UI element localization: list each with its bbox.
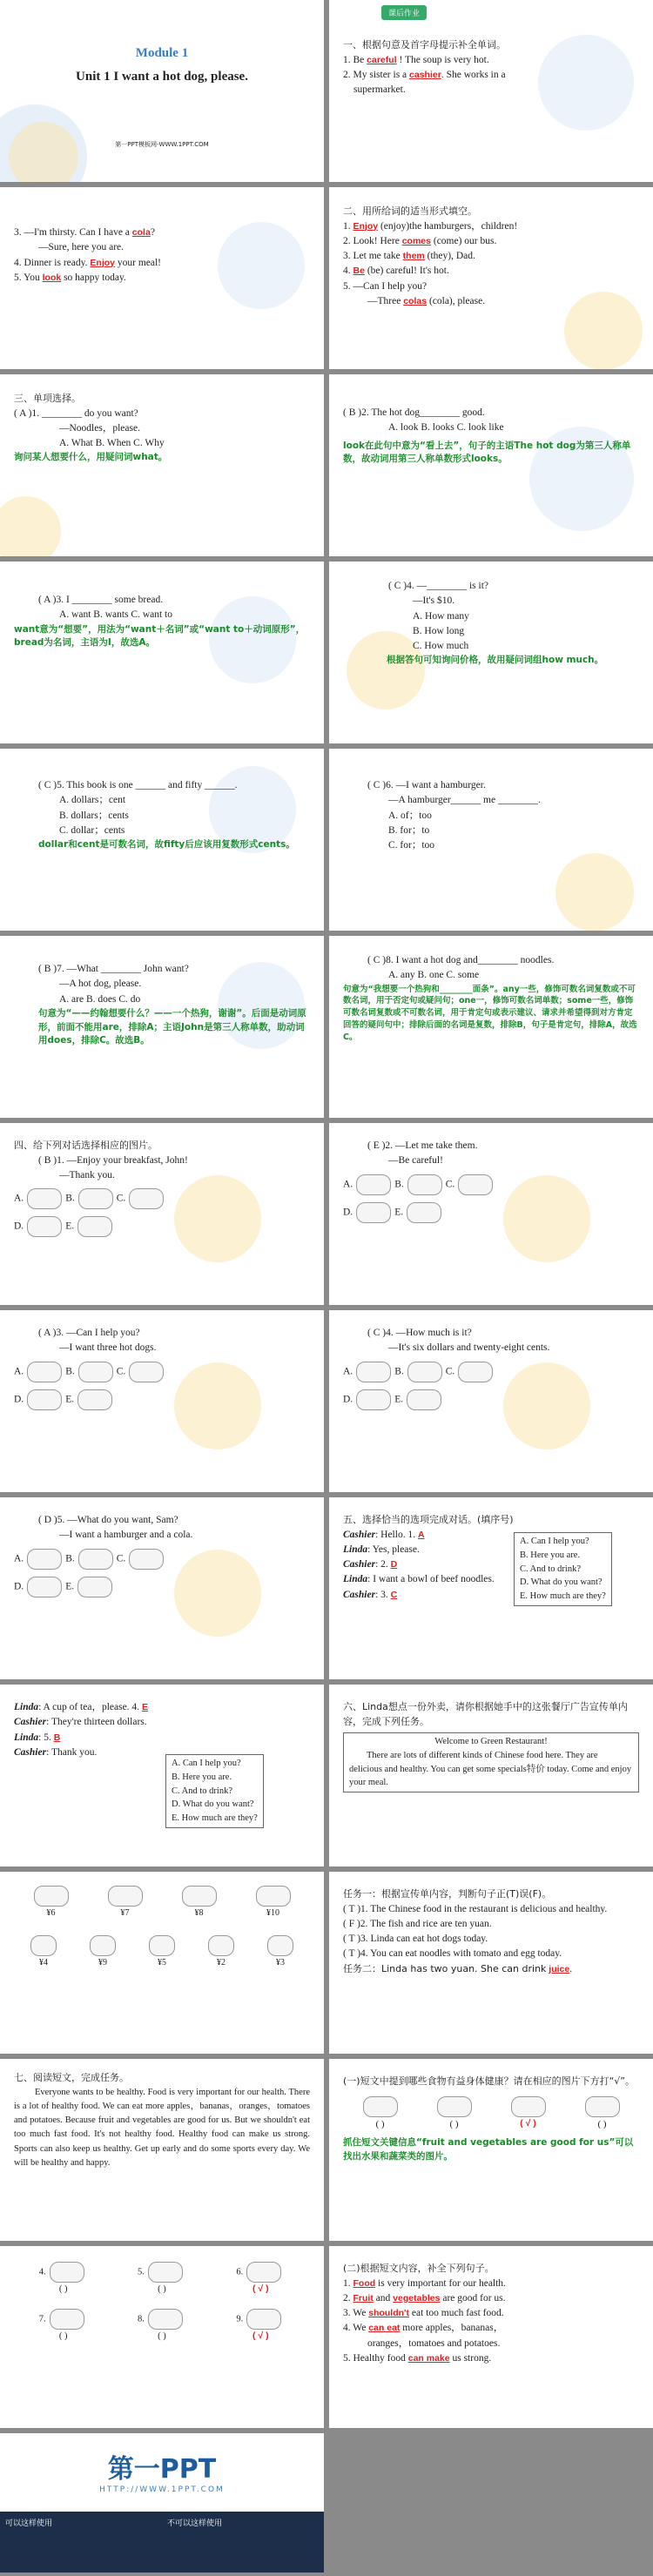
answer: can make (407, 2352, 450, 2364)
slide-1 (0, 0, 324, 182)
text: : 2. (375, 1559, 388, 1570)
food-picture (182, 1886, 217, 1907)
text: : They're thirteen dollars. (46, 1717, 147, 1728)
option: C. How much (413, 641, 469, 651)
item-number: 6. (236, 2267, 244, 2277)
section-heading: 任务一：根据宣传单内容，判断句子正(T)误(F)。 (343, 1888, 552, 1900)
text: (come) our bus. (433, 235, 497, 246)
speaker: Linda (14, 1702, 39, 1712)
food-picture (356, 1174, 391, 1195)
text: 1. (343, 2277, 351, 2289)
section-heading: (二)根据短文内容，补全下列句子。 (343, 2263, 495, 2274)
speaker: Cashier (343, 1559, 376, 1570)
site-label: 第一PPT模板网-WWW.1PPT.COM (115, 141, 209, 148)
food-picture (78, 1362, 113, 1382)
speaker: Linda (343, 1544, 368, 1555)
food-picture (50, 2262, 84, 2283)
answer: can eat (368, 2323, 401, 2334)
option: B. Here you are. (172, 1772, 232, 1782)
check-mark: ( ) (58, 2284, 68, 2294)
slide-21 (0, 1872, 324, 2054)
price: ¥5 (158, 1958, 166, 1967)
food-picture (129, 1188, 164, 1209)
price: ¥4 (39, 1958, 48, 1967)
food-picture (27, 1549, 62, 1570)
text: 3. —I'm thirsty. Can I have a (14, 227, 130, 238)
food-picture (246, 2309, 281, 2330)
text: and (375, 2292, 391, 2304)
answer: them (402, 251, 425, 261)
price: ¥8 (194, 1908, 204, 1918)
food-picture (356, 1362, 391, 1382)
usage-allowed: 可以这样使用 (5, 2519, 53, 2528)
option: C. dollar；cents (59, 824, 125, 836)
passage: Everyone wants to be healthy. Food is very important for our health. There is a lot of healthy food. We can eat more apples，bananas，oranges，tomatoes and potatoes. Because fruit and vegetables are good for us. But we shouldn't eat too much fast food. It's not healthy food. Healthy food can make us strong. Sports can also keep us healthy. Get up early and do some sports every day. We will be healthy and happy. (14, 2087, 310, 2168)
price: ¥6 (46, 1908, 56, 1918)
homework-tag: 课后作业 (381, 5, 427, 20)
text: —It's six dollars and twenty-eight cents. (388, 1342, 550, 1354)
text: —A hot dog, please. (59, 979, 142, 990)
section-heading: 七、阅读短文，完成任务。 (14, 2072, 129, 2083)
food-picture (356, 1202, 391, 1223)
text: —It's $10. (413, 595, 455, 607)
text: 5. Healthy food (343, 2352, 406, 2364)
options: A. What B. When C. Why (59, 438, 165, 448)
slide-3 (0, 187, 324, 369)
answer: B (53, 1732, 61, 1743)
check-mark: ( ) (158, 2284, 166, 2294)
food-picture (77, 1216, 112, 1237)
question: ( C )5. This book is one ______ and fifty ______. (38, 780, 238, 790)
slide-16: ( C )4. —How much is it? —It's six dollars and twenty-eight cents. A. B. C. D. E. (329, 1310, 653, 1492)
question: ( C )6. —I want a hamburger. (367, 780, 486, 790)
text: —I want three hot dogs. (59, 1342, 157, 1354)
answer: A (417, 1529, 425, 1540)
options: A. want B. wants C. want to (59, 609, 173, 621)
text: oranges，tomatoes and potatoes. (367, 2337, 501, 2349)
text: (enjoy)the hamburgers，children! (380, 220, 518, 232)
food-picture (585, 2096, 620, 2117)
option: D. What do you want? (172, 1799, 254, 1810)
item-number: 7. (38, 2314, 46, 2324)
answer: Be (353, 266, 365, 277)
food-picture (148, 2262, 183, 2283)
text: (they), Dad. (427, 251, 475, 261)
text: 3. Let me take (343, 251, 401, 261)
footer-logo: 第一PPT (107, 2454, 217, 2485)
speaker: Cashier (343, 1589, 376, 1600)
usage-forbidden: 不可以这样使用 (167, 2519, 223, 2528)
text: ? (150, 227, 155, 238)
explanation: look在此句中意为“看上去”，句子的主语The hot dog为第三人称单数，故动词用第三人称单数形式looks。 (343, 440, 631, 465)
food-picture (78, 1188, 113, 1209)
question: ( E )2. —Let me take them. (367, 1140, 478, 1151)
text: —Sure, here you are. (38, 242, 125, 253)
check-mark: ( ) (597, 2118, 607, 2129)
food-picture (407, 1362, 442, 1382)
slide-2 (329, 0, 653, 182)
text: 3. We (343, 2308, 367, 2318)
module-title: Module 1 (135, 46, 189, 60)
section-heading: 六、Linda想点一份外卖，请你根据她手中的这张餐厅广告宣传单内容，完成下列任务。 (343, 1701, 628, 1727)
text: 2. (343, 2292, 351, 2304)
text: . She works in a (441, 69, 506, 80)
text: so happy today. (64, 272, 126, 283)
text: eat too much fast food. (411, 2308, 504, 2318)
question: ( D )5. —What do you want, Sam? (38, 1515, 178, 1525)
option: A. dollars；cent (59, 795, 126, 806)
slide-18 (329, 1497, 653, 1679)
food-picture (77, 1389, 112, 1410)
option: A. Can I help you? (520, 1537, 589, 1546)
option: C. for；too (388, 840, 435, 851)
food-picture (511, 2096, 546, 2117)
answer: comes (401, 235, 431, 246)
question: ( A )3. I ________ some bread. (38, 595, 164, 605)
text: 5. —Can I help you? (343, 280, 427, 292)
question: ( C )4. —How much is it? (367, 1328, 472, 1338)
slide-25 (0, 2246, 324, 2428)
slide-26 (329, 2246, 653, 2428)
question: ( B )7. —What ________ John want? (38, 964, 189, 974)
food-picture (148, 2309, 183, 2330)
slide-4 (329, 187, 653, 369)
slide-8 (329, 562, 653, 743)
question: ( C )4. —________ is it? (388, 581, 488, 591)
text: : A cup of tea，please. 4. (38, 1702, 140, 1712)
answer: Fruit (353, 2292, 374, 2304)
text: . (569, 1963, 573, 1974)
option: B. for；to (388, 824, 430, 836)
answer: juice (549, 1963, 570, 1974)
text: more apples，bananas， (402, 2323, 504, 2334)
food-picture (108, 1886, 143, 1907)
text: your meal! (117, 257, 162, 268)
text: : Yes, please. (367, 1544, 420, 1555)
answer: cola (131, 227, 151, 238)
text: : 3. (375, 1589, 388, 1600)
option: C. And to drink? (172, 1786, 232, 1796)
check-mark: ( √ ) (520, 2117, 536, 2129)
statement: ( F )2. The fish and rice are ten yuan. (343, 1918, 492, 1929)
section-heading: 一、根据句意及首字母提示补全单词。 (343, 39, 506, 50)
slide-12 (329, 936, 653, 1118)
text: —I want a hamburger and a cola. (59, 1530, 193, 1541)
price: ¥3 (276, 1958, 285, 1967)
food-picture (407, 1174, 442, 1195)
food-picture (256, 1886, 291, 1907)
answer: careful (367, 54, 397, 65)
answer: shouldn't (368, 2308, 410, 2318)
food-picture (27, 1362, 62, 1382)
explanation: want意为“想要”，用法为“want＋名词”或“want to＋动词原形”，bread为名词，主语为I，故选A。 (14, 623, 306, 649)
text: —A hamburger______ me ________. (388, 795, 541, 806)
section-heading: (一)短文中提到哪些食物有益身体健康？请在相应的图片下方打“√”。 (343, 2075, 635, 2087)
section-heading: 五、选择恰当的选项完成对话。(填序号) (343, 1514, 514, 1525)
check-mark: ( √ ) (252, 2330, 269, 2341)
option: E. How much are they? (520, 1591, 606, 1601)
text: 2. My sister is a (343, 69, 407, 80)
speaker: Cashier (14, 1746, 47, 1758)
food-picture (90, 1935, 116, 1956)
text: : 5. (38, 1732, 51, 1743)
option: B. How long (413, 625, 465, 636)
slide-10 (329, 749, 653, 931)
text: are good for us. (442, 2292, 506, 2304)
explanation: 询问某人想要什么，用疑问词what。 (14, 452, 168, 463)
food-picture (27, 1389, 62, 1410)
text: 1. Be (343, 54, 365, 65)
explanation: 根据答句可知询问价格，故用疑问词组how much。 (387, 655, 604, 666)
speaker: Linda (343, 1574, 368, 1585)
question: ( B )1. —Enjoy your breakfast, John! (38, 1154, 188, 1166)
answer: E (141, 1702, 148, 1712)
ad-body: There are lots of different kinds of Chinese food here. They are delicious and healthy. You can get some specials特价 today. Come and enjoy your meal. (349, 1750, 632, 1788)
food-picture (129, 1362, 164, 1382)
slide-17: ( D )5. —What do you want, Sam? —I want a hamburger and a cola. A. B. C. D. E. (0, 1497, 324, 1679)
food-picture (27, 1188, 62, 1209)
text: is very important for our health. (378, 2277, 506, 2289)
option: B. Here you are. (520, 1550, 581, 1560)
option: A. Can I help you? (172, 1759, 241, 1768)
text: 2. Look! Here (343, 235, 400, 246)
check-mark: ( √ ) (252, 2283, 269, 2294)
text: : I want a bowl of beef noodles. (367, 1574, 495, 1585)
answer: look (42, 272, 62, 283)
text: (cola), please. (428, 295, 486, 306)
options: A. look B. looks C. look like (388, 422, 504, 434)
item-number: 4. (38, 2267, 46, 2277)
option: C. And to drink? (520, 1564, 581, 1574)
speaker: Linda (14, 1732, 39, 1743)
slide-19 (0, 1685, 324, 1866)
explanation: 句意为“——约翰想要什么？——一个热狗，谢谢”。后面是动词原形，前面不能用are，排除A；主语John是第三人称单数，助动词用does，排除C。故选B。 (38, 1007, 306, 1046)
answer: colas (403, 295, 427, 306)
text: —Three (367, 295, 401, 306)
statement: ( T )3. Linda can eat hot dogs today. (343, 1934, 488, 1944)
slide-11 (0, 936, 324, 1118)
slide-9 (0, 749, 324, 931)
options: A. are B. does C. do (59, 993, 141, 1005)
unit-title: Unit 1 I want a hot dog, please. (76, 69, 248, 84)
speaker: Cashier (343, 1529, 376, 1540)
food-picture (30, 1935, 57, 1956)
slide-15: ( A )3. —Can I help you? —I want three hot dogs. A. B. C. D. E. (0, 1310, 324, 1492)
footer-slide (0, 2433, 324, 2573)
text: 5. You (14, 272, 40, 283)
food-picture (50, 2309, 84, 2330)
option: E. How much are they? (172, 1813, 258, 1823)
food-picture (77, 1577, 112, 1597)
text: 4. (343, 266, 351, 277)
slide-22 (329, 1872, 653, 2054)
check-mark: ( ) (58, 2331, 68, 2341)
food-picture (129, 1549, 164, 1570)
ad-title: Welcome to Green Restaurant! (434, 1737, 548, 1746)
answer: Food (353, 2277, 376, 2289)
text: 4. Dinner is ready. (14, 257, 88, 268)
ad-flyer (343, 1732, 639, 1792)
price: ¥9 (98, 1958, 107, 1967)
food-picture (356, 1389, 391, 1410)
question: ( B )2. The hot dog________ good. (343, 407, 485, 418)
option: A. How many (413, 610, 469, 622)
section-heading: 四、给下列对话选择相应的图片。 (14, 1140, 158, 1151)
food-picture (267, 1935, 293, 1956)
price: ¥7 (120, 1908, 130, 1918)
answer: C (390, 1589, 398, 1600)
text: —Noodles，please. (59, 422, 140, 434)
explanation: 抓住短文关键信息“fruit and vegetables are good for us”可以找出水果和蔬菜类的图片。 (343, 2137, 634, 2162)
options-box (165, 1754, 264, 1828)
slide-20 (329, 1685, 653, 1866)
options-box (514, 1532, 612, 1606)
section-heading: 二、用所给词的适当形式填空。 (343, 205, 477, 217)
answer: cashier (409, 69, 441, 80)
answer: Enjoy (353, 220, 379, 232)
food-picture (208, 1935, 234, 1956)
text: —Thank you. (59, 1169, 115, 1180)
food-picture (27, 1216, 62, 1237)
explanation: dollar和cent是可数名词，故fifty后应该用复数形式cents。 (38, 839, 295, 850)
check-mark: ( ) (449, 2118, 459, 2129)
option: D. What do you want? (520, 1577, 603, 1588)
slide-5 (0, 374, 324, 556)
answer: D (390, 1559, 398, 1570)
food-picture (458, 1362, 493, 1382)
statement: ( T )4. You can eat noodles with tomato and egg today. (343, 1948, 562, 1960)
text: —Be careful! (388, 1155, 443, 1167)
slide-13: 四、给下列对话选择相应的图片。 ( B )1. —Enjoy your breakfast, John! —Thank you. A. B. C. D. E. (0, 1123, 324, 1305)
text: : Hello. 1. (375, 1529, 416, 1540)
text: ! The soup is very hot. (399, 54, 489, 65)
speaker: Cashier (14, 1717, 47, 1728)
text: (be) careful! It's hot. (367, 266, 449, 277)
options: A. any B. one C. some (388, 970, 480, 981)
price: ¥10 (266, 1908, 279, 1918)
text: 4. We (343, 2323, 367, 2334)
question: ( A )1. ________ do you want? (14, 407, 138, 419)
option: A. of；too (388, 810, 432, 821)
food-picture (149, 1935, 175, 1956)
statement: ( T )1. The Chinese food in the restaurant is delicious and healthy. (343, 1903, 608, 1914)
answer: Enjoy (90, 257, 115, 268)
footer-url: HTTP://WWW.1PPT.COM (99, 2485, 225, 2494)
slide-6 (329, 374, 653, 556)
answer: vegetables (393, 2292, 441, 2304)
food-picture (437, 2096, 472, 2117)
check-mark: ( ) (375, 2118, 385, 2129)
slide-14: ( E )2. —Let me take them. —Be careful! A. B. C. D. E. (329, 1123, 653, 1305)
text: supermarket. (353, 84, 406, 95)
explanation: 句意为“我想要一个热狗和________面条”。any一些，修饰可数名词复数或不可数名词，用于否定句或疑问句；one一，修饰可数名词单数；some一些，修饰可数名词复数或不可数名词，用于肯定句或表示建议、请求并希望得到对方肯定回答的疑问句中；排除后面的名词是复数，排除B，句子是肯定句，排除A，故选C。 (343, 984, 637, 1042)
food-picture (78, 1549, 113, 1570)
food-picture (34, 1886, 69, 1907)
slide-7 (0, 562, 324, 743)
option: B. dollars；cents (59, 810, 129, 821)
item-number: 5. (138, 2267, 145, 2277)
price: ¥2 (217, 1958, 226, 1967)
item-number: 9. (236, 2314, 244, 2324)
check-mark: ( ) (158, 2331, 166, 2341)
task-two: 任务二：Linda has two yuan. She can drink (343, 1962, 547, 1974)
food-picture (407, 1202, 441, 1223)
food-picture (458, 1174, 493, 1195)
food-picture (363, 2096, 398, 2117)
food-picture (246, 2262, 281, 2283)
food-picture (407, 1389, 441, 1410)
item-number: 8. (138, 2314, 145, 2324)
text: : Thank you. (46, 1746, 98, 1758)
slide-24 (329, 2059, 653, 2241)
food-picture (27, 1577, 62, 1597)
text: us strong. (452, 2352, 492, 2364)
question: ( A )3. —Can I help you? (38, 1328, 140, 1338)
question: ( C )8. I want a hot dog and________ noodles. (367, 955, 555, 965)
text: 1. (343, 220, 351, 232)
section-heading: 三、单项选择。 (14, 393, 81, 404)
slide-23 (0, 2059, 324, 2241)
